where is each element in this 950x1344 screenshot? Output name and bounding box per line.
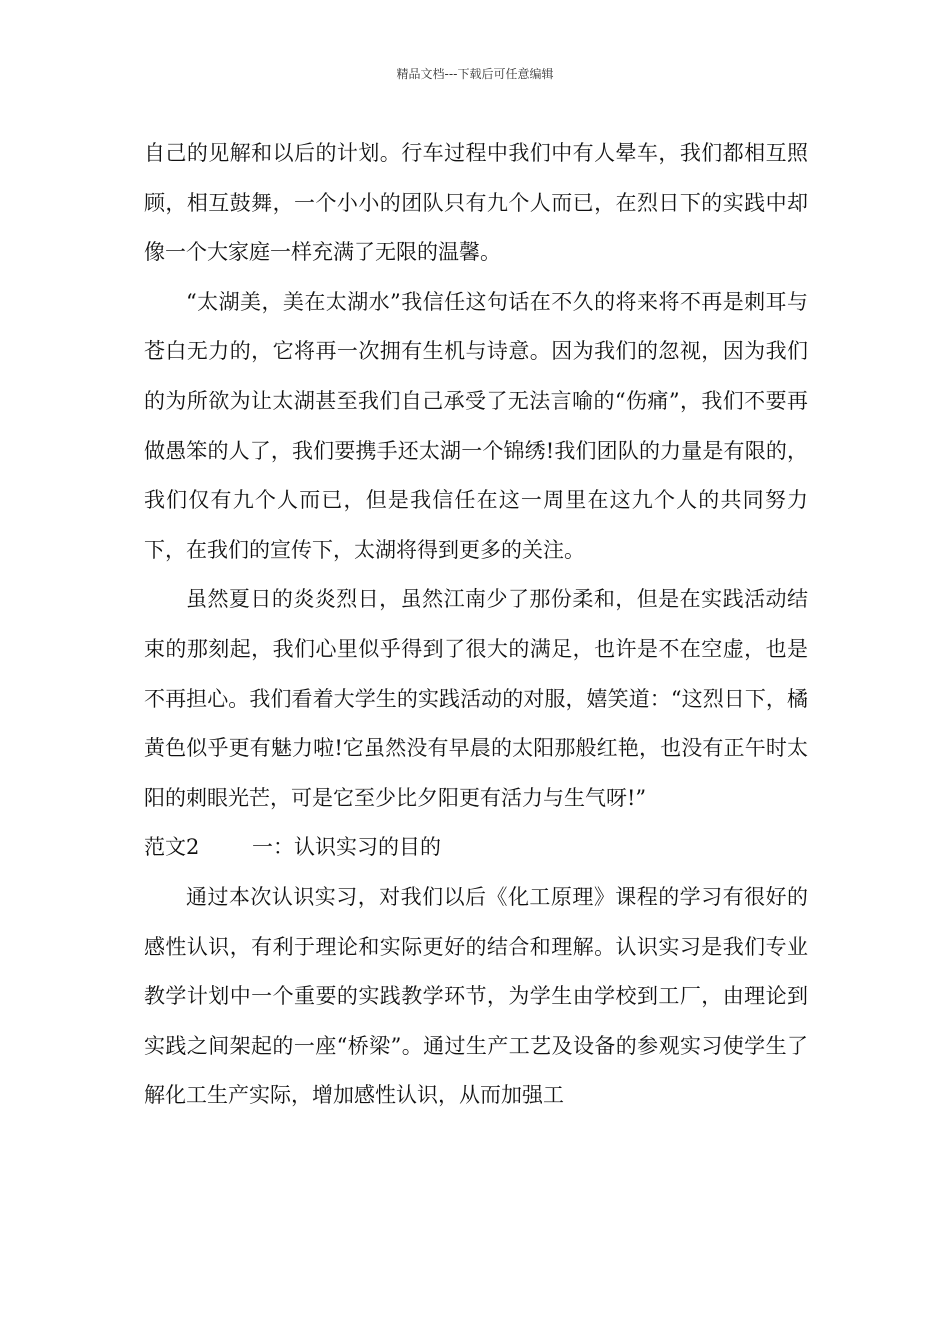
section-title: 一：认识实习的目的 [252,835,441,860]
section-label: 范文2 [144,835,200,860]
paragraph-summer: 虽然夏日的炎炎烈日，虽然江南少了那份柔和，但是在实践活动结束的那刻起，我们心里似乎得到了很大的满足，也许是不在空虚，也是不再担心。我们看着大学生的实践活动的对服，嬉笑道：“这烈日下，橘黄色似乎更有魅力啦!它虽然没有早晨的太阳那般红艳，也没有正午时太阳的刺眼光芒，可是它至少比夕阳更有活力与生气呀!” [144,587,808,810]
paragraph-internship-purpose: 通过本次认识实习，对我们以后《化工原理》课程的学习有很好的感性认识，有利于理论和实际更好的结合和理解。认识实习是我们专业教学计划中一个重要的实践教学环节，为学生由学校到工厂，由理论到实践之间架起的一座“桥梁”。通过生产工艺及设备的参观实习使学生了解化工生产实际，增加感性认识，从而加强工 [144,884,808,1108]
paragraph-continuation: 自己的见解和以后的计划。行车过程中我们中有人晕车，我们都相互照顾，相互鼓舞，一个小小的团队只有九个人而已，在烈日下的实践中却像一个大家庭一样充满了无限的温馨。 [144,141,808,265]
paragraph-taihu: “太湖美，美在太湖水”我信任这句话在不久的将来将不再是刺耳与苍白无力的，它将再一次拥有生机与诗意。因为我们的忽视，因为我们的为所欲为让太湖甚至我们自己承受了无法言喻的“伤痛”，我们不要再做愚笨的人了，我们要携手还太湖一个锦绣!我们团队的力量是有限的，我们仅有九个人而已，但是我信任在这一周里在这九个人的共同努力下，在我们的宣传下，太湖将得到更多的关注。 [144,289,808,562]
section-heading [144,823,808,873]
document-body [144,129,808,1121]
page-header: 精品文档---下载后可任意编辑 [396,67,554,81]
